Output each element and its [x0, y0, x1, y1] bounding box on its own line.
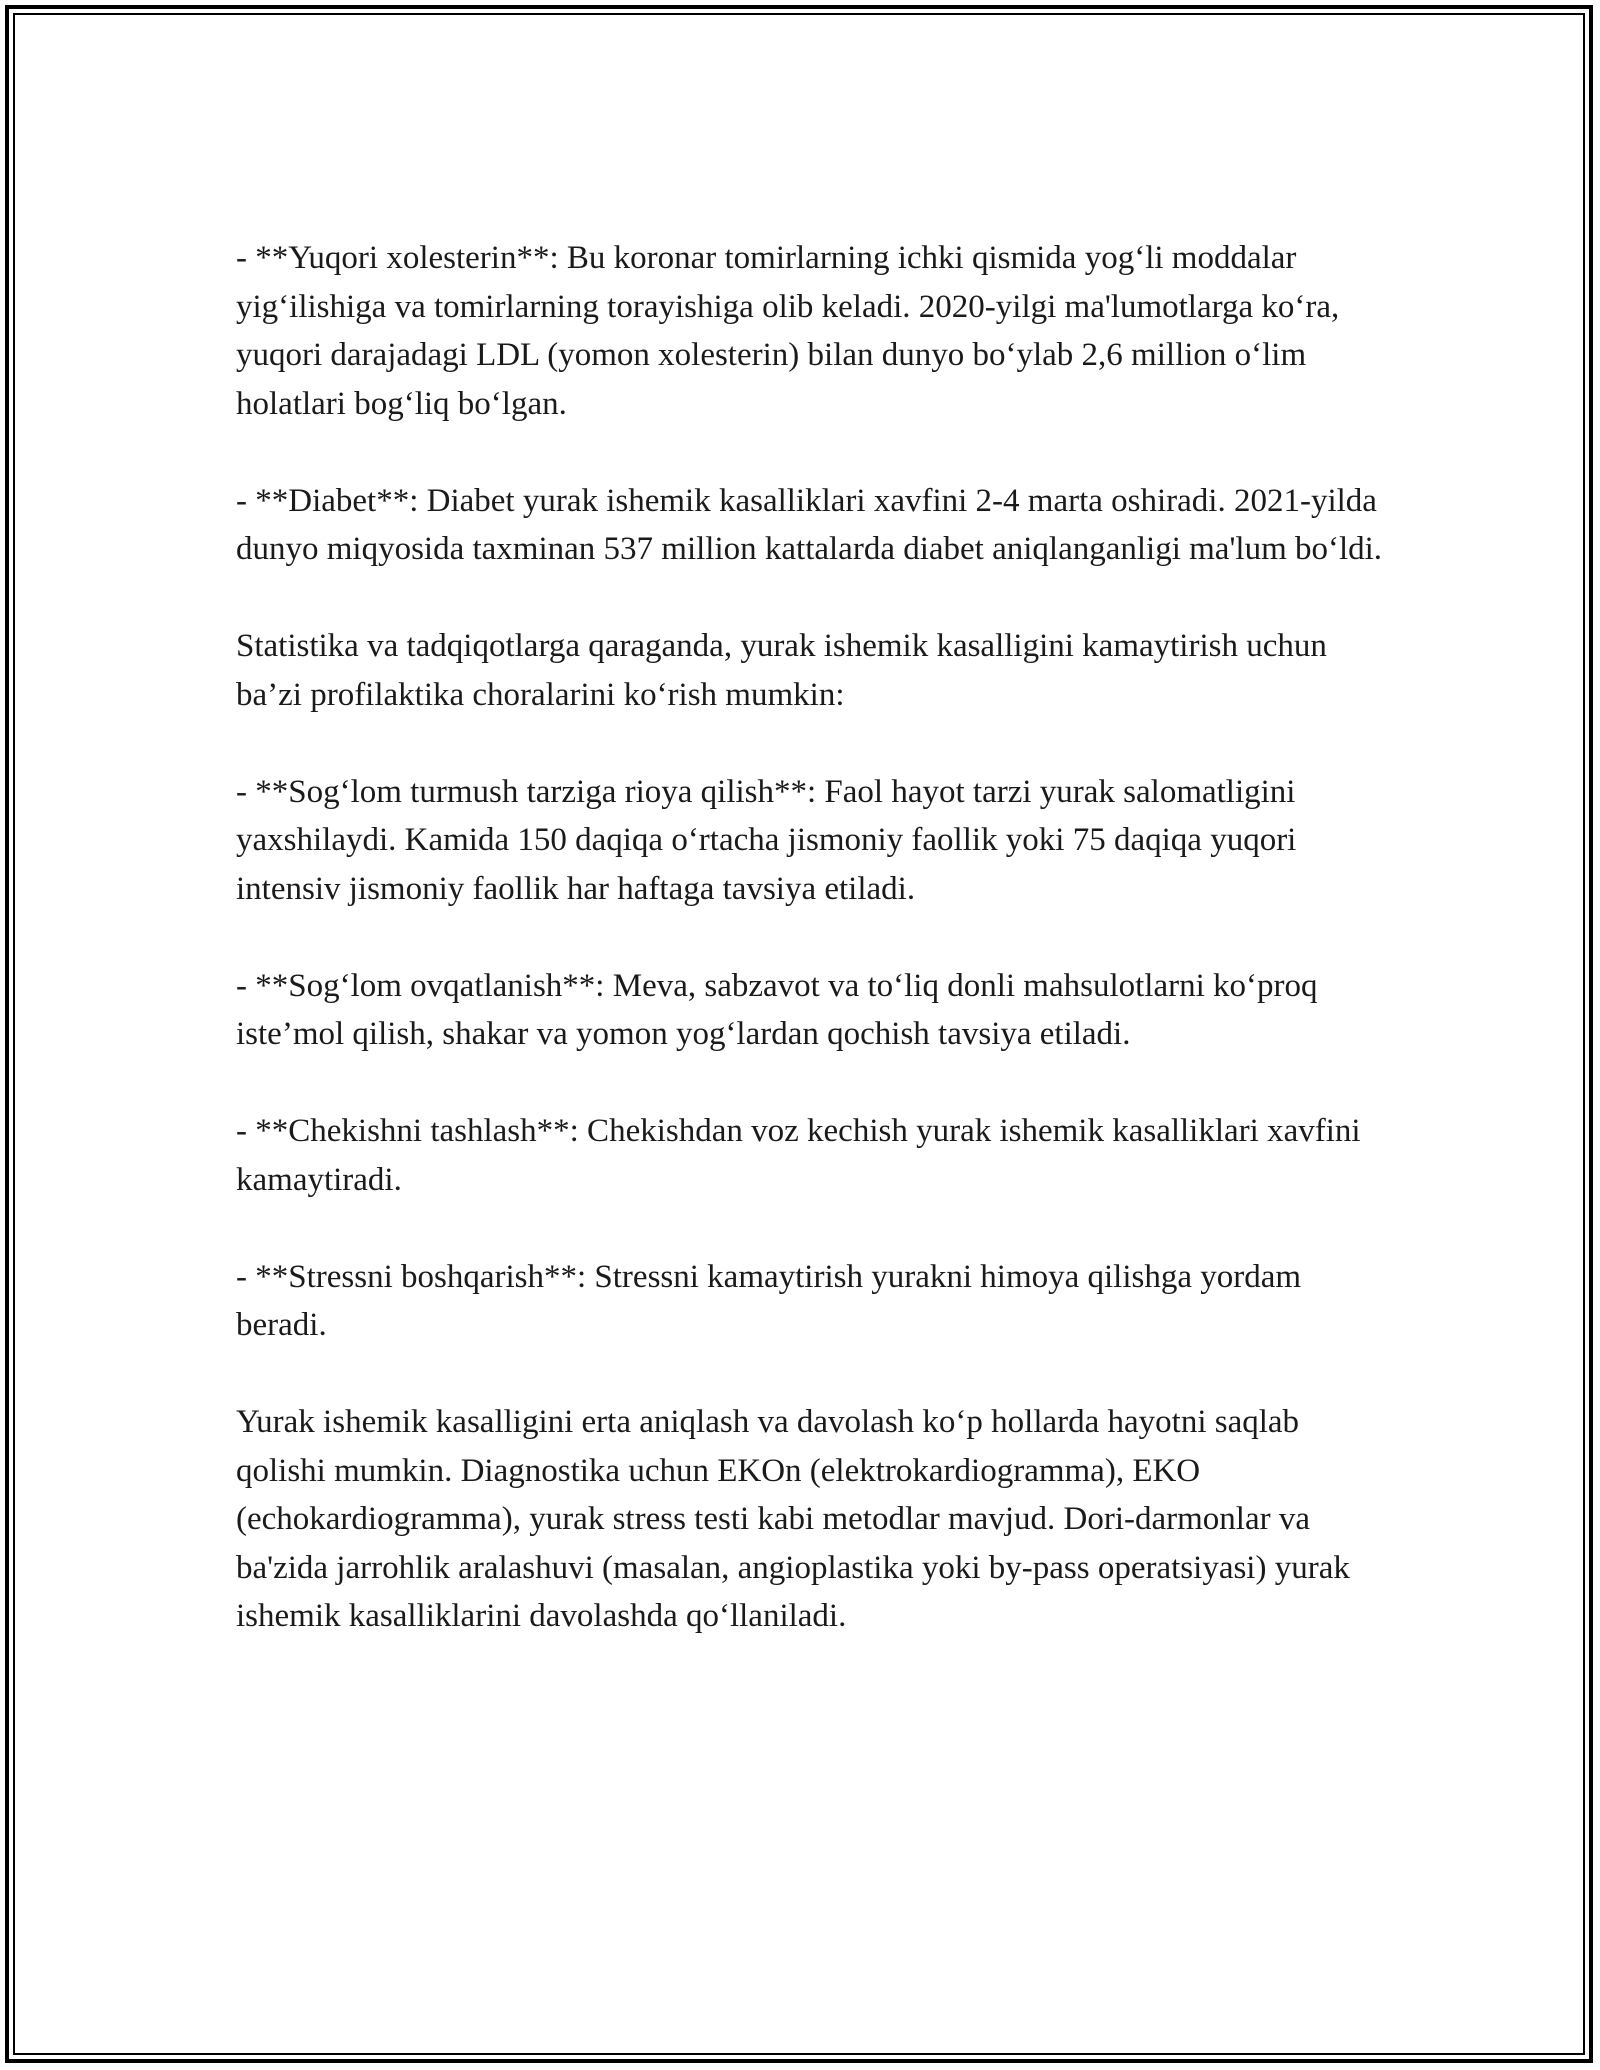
document-body — [236, 234, 1386, 1641]
paragraph-prevention-intro: Statistika va tadqiqotlarga qaraganda, yurak ishemik kasalligini kamaytirish uchun ba’zi profilaktika choralarini ko‘rish mumkin: — [236, 628, 1327, 713]
paragraph-stress-management: - **Stressni boshqarish**: Stressni kamaytirish yurakni himoya qilishga yordam beradi. — [236, 1258, 1302, 1343]
paragraph-diabetes: - **Diabet**: Diabet yurak ishemik kasalliklari xavfini 2-4 marta oshiradi. 2021-yilda dunyo miqyosida taxminan 537 million kattalarda diabet aniqlanganligi ma'lum bo‘ldi. — [236, 482, 1383, 567]
paragraph-high-cholesterol: - **Yuqori xolesterin**: Bu koronar tomirlarning ichki qismida yog‘li moddalar yig‘ilishiga va tomirlarning torayishiga olib keladi. 2020-yilgi ma'lumotlarga ko‘ra, yuqori darajadagi LDL (yomon xolesterin) bilan dunyo bo‘ylab 2,6 million o‘lim holatlari bog‘liq bo‘lgan. — [236, 240, 1340, 422]
paragraph-healthy-eating: - **Sog‘lom ovqatlanish**: Meva, sabzavot va to‘liq donli mahsulotlarni ko‘proq iste’mol qilish, shakar va yomon yog‘lardan qochish tavsiya etiladi. — [236, 967, 1318, 1052]
paragraph-diagnosis-treatment: Yurak ishemik kasalligini erta aniqlash va davolash ko‘p hollarda hayotni saqlab qolishi mumkin. Diagnostika uchun EKOn (elektrokardiogramma), EKO (echokardiogramma), yurak stress testi kabi metodlar mavjud. Dori-darmonlar va ba'zida jarrohlik aralashuvi (masalan, angioplastika yoki by-pass operatsiyasi) yurak ishemik kasalliklarini davolashda qo‘llaniladi. — [236, 1404, 1350, 1634]
paragraph-healthy-lifestyle: - **Sog‘lom turmush tarziga rioya qilish**: Faol hayot tarzi yurak salomatligini yaxshilaydi. Kamida 150 daqiqa o‘rtacha jismoniy faollik yoki 75 daqiqa yuqori intensiv jismoniy faollik har haftaga tavsiya etiladi. — [236, 773, 1297, 907]
paragraph-quit-smoking: - **Chekishni tashlash**: Chekishdan voz kechish yurak ishemik kasalliklari xavfini kamaytiradi. — [236, 1113, 1361, 1198]
